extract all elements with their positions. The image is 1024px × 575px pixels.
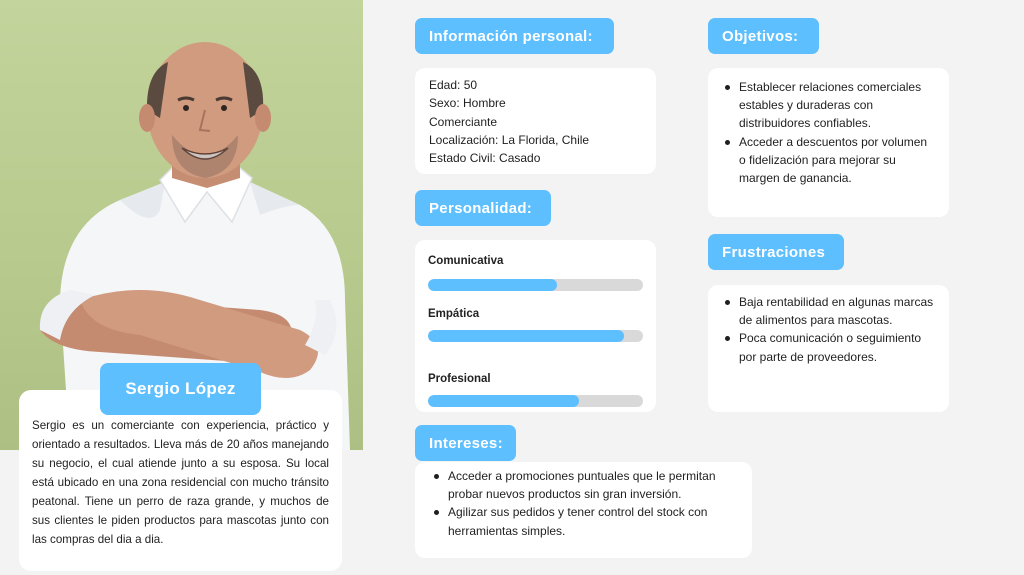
list-item: Establecer relaciones comerciales estables y duraderas con distribuidores confiables. bbox=[720, 78, 937, 133]
list-item: Agilizar sus pedidos y tener control del stock con herramientas simples. bbox=[429, 503, 738, 539]
trait-label-empatica: Empática bbox=[428, 308, 480, 320]
info-card bbox=[415, 68, 656, 174]
frustrations-header: Frustraciones bbox=[708, 234, 844, 270]
info-sex: Sexo: Hombre bbox=[429, 96, 506, 111]
persona-bio-card bbox=[19, 390, 342, 571]
goals-header: Objetivos: bbox=[708, 18, 819, 54]
interests-header: Intereses: bbox=[415, 425, 516, 461]
personality-card bbox=[415, 240, 656, 412]
goals-list bbox=[720, 78, 937, 187]
trait-bar-profesional bbox=[428, 395, 643, 407]
personality-header: Personalidad: bbox=[415, 190, 551, 226]
list-item: Poca comunicación o seguimiento por parte de proveedores. bbox=[720, 329, 937, 365]
trait-bar-comunicativa bbox=[428, 279, 643, 291]
list-item: Acceder a descuentos por volumen o fidelización para mejorar su margen de ganancia. bbox=[720, 133, 937, 188]
trait-bar-fill bbox=[428, 395, 579, 407]
list-item: Acceder a promociones puntuales que le permitan probar nuevos productos sin gran inversión. bbox=[429, 467, 738, 503]
trait-bar-fill bbox=[428, 279, 557, 291]
trait-label-profesional: Profesional bbox=[428, 373, 491, 385]
goals-card bbox=[708, 68, 949, 217]
interests-list bbox=[429, 467, 738, 540]
trait-bar-empatica bbox=[428, 330, 643, 342]
trait-label-comunicativa: Comunicativa bbox=[428, 255, 504, 267]
info-location: Localización: La Florida, Chile bbox=[429, 132, 590, 147]
info-marital-status: Estado Civil: Casado bbox=[429, 151, 541, 166]
info-occupation: Comerciante bbox=[429, 114, 498, 129]
interests-card bbox=[415, 462, 752, 558]
trait-bar-fill bbox=[428, 330, 624, 342]
list-item: Baja rentabilidad en algunas marcas de alimentos para mascotas. bbox=[720, 293, 937, 329]
frustrations-list bbox=[720, 293, 937, 366]
persona-name: Sergio López bbox=[100, 363, 261, 415]
persona-bio: Sergio es un comerciante con experiencia, práctico y orientado a resultados. Lleva más de 20 años manejando su negocio, el cual atiende junto a su esposa. Su local está ubicado en una zona residencial con mucho tránsito peatonal. Tiene un perro de raza grande, y muchos de sus clientes le piden productos para mascotas junto con las compras del dia a dia. bbox=[32, 419, 329, 546]
frustrations-card bbox=[708, 285, 949, 412]
info-age: Edad: 50 bbox=[429, 78, 478, 92]
info-header: Información personal: bbox=[415, 18, 614, 54]
